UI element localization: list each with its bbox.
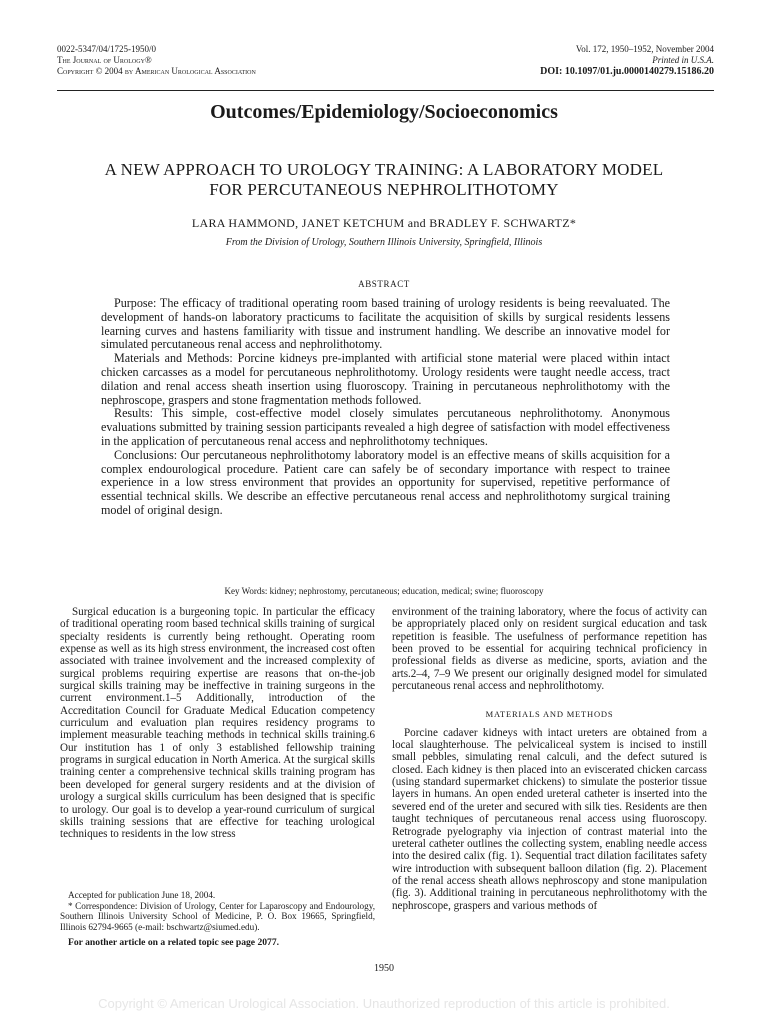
- abstract-conclusions: Conclusions: Our percutaneous nephrolithotomy laboratory model is an effective means of skills acquisition for a complex endourological procedure. Patient care can safely be of secondary importance with respect to trainee experience in a low stress environment that provides an opportunity for supervised, repetitive performance of essential technical skills. We describe an effective percutaneous renal access and nephrolithotomy surgical training model of original design.: [101, 447, 670, 517]
- article-title-line2: FOR PERCUTANEOUS NEPHROLITHOTOMY: [209, 180, 559, 199]
- body-column-left: [60, 606, 375, 841]
- accepted-note: Accepted for publication June 18, 2004.: [68, 890, 216, 900]
- intro-continued-paragraph: environment of the training laboratory, where the focus of activity can be appropriately placed only on resident surgical education and task repetition is feasible. The usefulness of performance repetition has been proved to be essential for acquiring technical proficiency in professional fields as diverse as medicine, sports, aviation and the arts.2–4, 7–9 We present our originally designed model for simulated percutaneous renal access and nephrolithotomy.: [392, 606, 707, 693]
- keywords: Key Words: kidney; nephrostomy, percutaneous; education, medical; swine; fluoroscopy: [224, 586, 544, 596]
- journal-copyright: Copyright © 2004 by American Urological Association: [57, 66, 256, 76]
- authors: LARA HAMMOND, JANET KETCHUM and BRADLEY F. SCHWARTZ*: [191, 216, 577, 230]
- page-number: 1950: [374, 963, 394, 974]
- intro-paragraph: Surgical education is a burgeoning topic. In particular the efficacy of traditional operating room based technical skills training of surgical specialty residents is currently being rethought. Operating room expense as well as its high stress environment, the increased cost often associated with trainee involvement and the increased complexity of surgical problems requiring expertise are reasons that on-the-job surgical skills training may be ineffective in training surgeons in the current environment.1–5 Additionally, introduction of the Accreditation Council for Graduate Medical Education competency curriculum and evaluation plan requires residency programs to implement measurable teaching methods in technical skills training.6 Our institution has 1 of only 3 established fellowship training programs in surgical education in North America. At the surgical skills training center a comprehensive technical skills training program has been developed for general surgery residents and at the division of urology a surgical skills curriculum has been designed that is specific to urology. Our goal is to develop a year-round curriculum of surgical skills training sessions that are effective for teaching urological techniques to residents in the low stress: [60, 606, 375, 841]
- journal-name: The Journal of Urology®: [57, 55, 152, 65]
- abstract: [101, 297, 670, 518]
- article-title-line1: A NEW APPROACH TO UROLOGY TRAINING: A LABORATORY MODEL: [104, 160, 664, 179]
- methods-heading: MATERIALS AND METHODS: [485, 709, 614, 720]
- affiliation: From the Division of Urology, Southern Illinois University, Springfield, Illinois: [225, 237, 543, 248]
- printed-line: Printed in U.S.A.: [652, 55, 714, 65]
- related-article-note: For another article on a related topic see page 2077.: [68, 937, 280, 949]
- issue-info: [540, 44, 714, 77]
- section-title: Outcomes/Epidemiology/Socioeconomics: [210, 101, 558, 123]
- header-divider: [57, 90, 714, 91]
- methods-paragraph: Porcine cadaver kidneys with intact ureters are obtained from a local slaughterhouse. The pelvicaliceal system is incised to instill small pebbles, simulating renal calculi, and the defect sutured is closed. Each kidney is then placed into an eviscerated chicken carcass (using standard supermarket chickens) to simulate the posterior tissue layers in humans. An open ended ureteral catheter is inserted into the severed end of the ureter and secured with silk ties. Residents are then taught techniques of percutaneous renal access using fluoroscopy. Retrograde pyelography via injection of contrast material into the ureteral catheter outlines the collecting system, enabling needle access into the desired calix (fig. 1). Sequential tract dilation facilitates safety wire introduction with subsequent balloon dilation (fig. 2). Placement of the renal access sheath allows nephroscopy and stone manipulation (fig. 3). Additional training in percutaneous nephrolithotomy with the nephroscope, graspers and various methods of: [392, 726, 707, 912]
- abstract-purpose: Purpose: The efficacy of traditional operating room based training of urology residents is being reevaluated. The development of hands-on laboratory practicums to facilitate the acquisition of skills by surgical residents lessens learning curves and hastens familiarity with tissue and instrument handling. We describe an innovative model for simulated percutaneous renal access and nephrolithotomy.: [101, 296, 670, 352]
- abstract-methods: Materials and Methods: Porcine kidneys pre-implanted with artificial stone material were placed within intact chicken carcasses as a model for percutaneous nephrolithotomy. Urology residents were taught needle access, tract dilation and renal access sheath insertion using fluoroscopy. Training in percutaneous nephrolithotomy with the nephroscope, graspers and stone fragmentation methods followed.: [101, 351, 670, 407]
- abstract-heading: ABSTRACT: [358, 279, 410, 289]
- issn-line: 0022-5347/04/1725-1950/0: [57, 44, 156, 54]
- body-column-right: [392, 606, 707, 912]
- abstract-results: Results: This simple, cost-effective model closely simulates percutaneous nephrolithotomy. Anonymous evaluations submitted by training session participants revealed a high degree of satisfaction with model effectiveness in the application of percutaneous renal access and nephrolithotomy techniques.: [101, 406, 670, 448]
- volume-line: Vol. 172, 1950–1952, November 2004: [575, 44, 714, 54]
- article-title: [60, 160, 708, 200]
- journal-info: [57, 44, 256, 77]
- copyright-watermark: Copyright © American Urological Association. Unauthorized reproduction of this article is prohibited.: [98, 996, 670, 1011]
- footnotes: [60, 890, 375, 949]
- correspondence-note: * Correspondence: Division of Urology, Center for Laparoscopy and Endourology, Southern Illinois University School of Medicine, P. O. Box 19665, Springfield, Illinois 62794-9665 (e-mail: bschwartz@siumed.edu).: [60, 900, 375, 932]
- doi: DOI: 10.1097/01.ju.0000140279.15186.20: [540, 66, 714, 77]
